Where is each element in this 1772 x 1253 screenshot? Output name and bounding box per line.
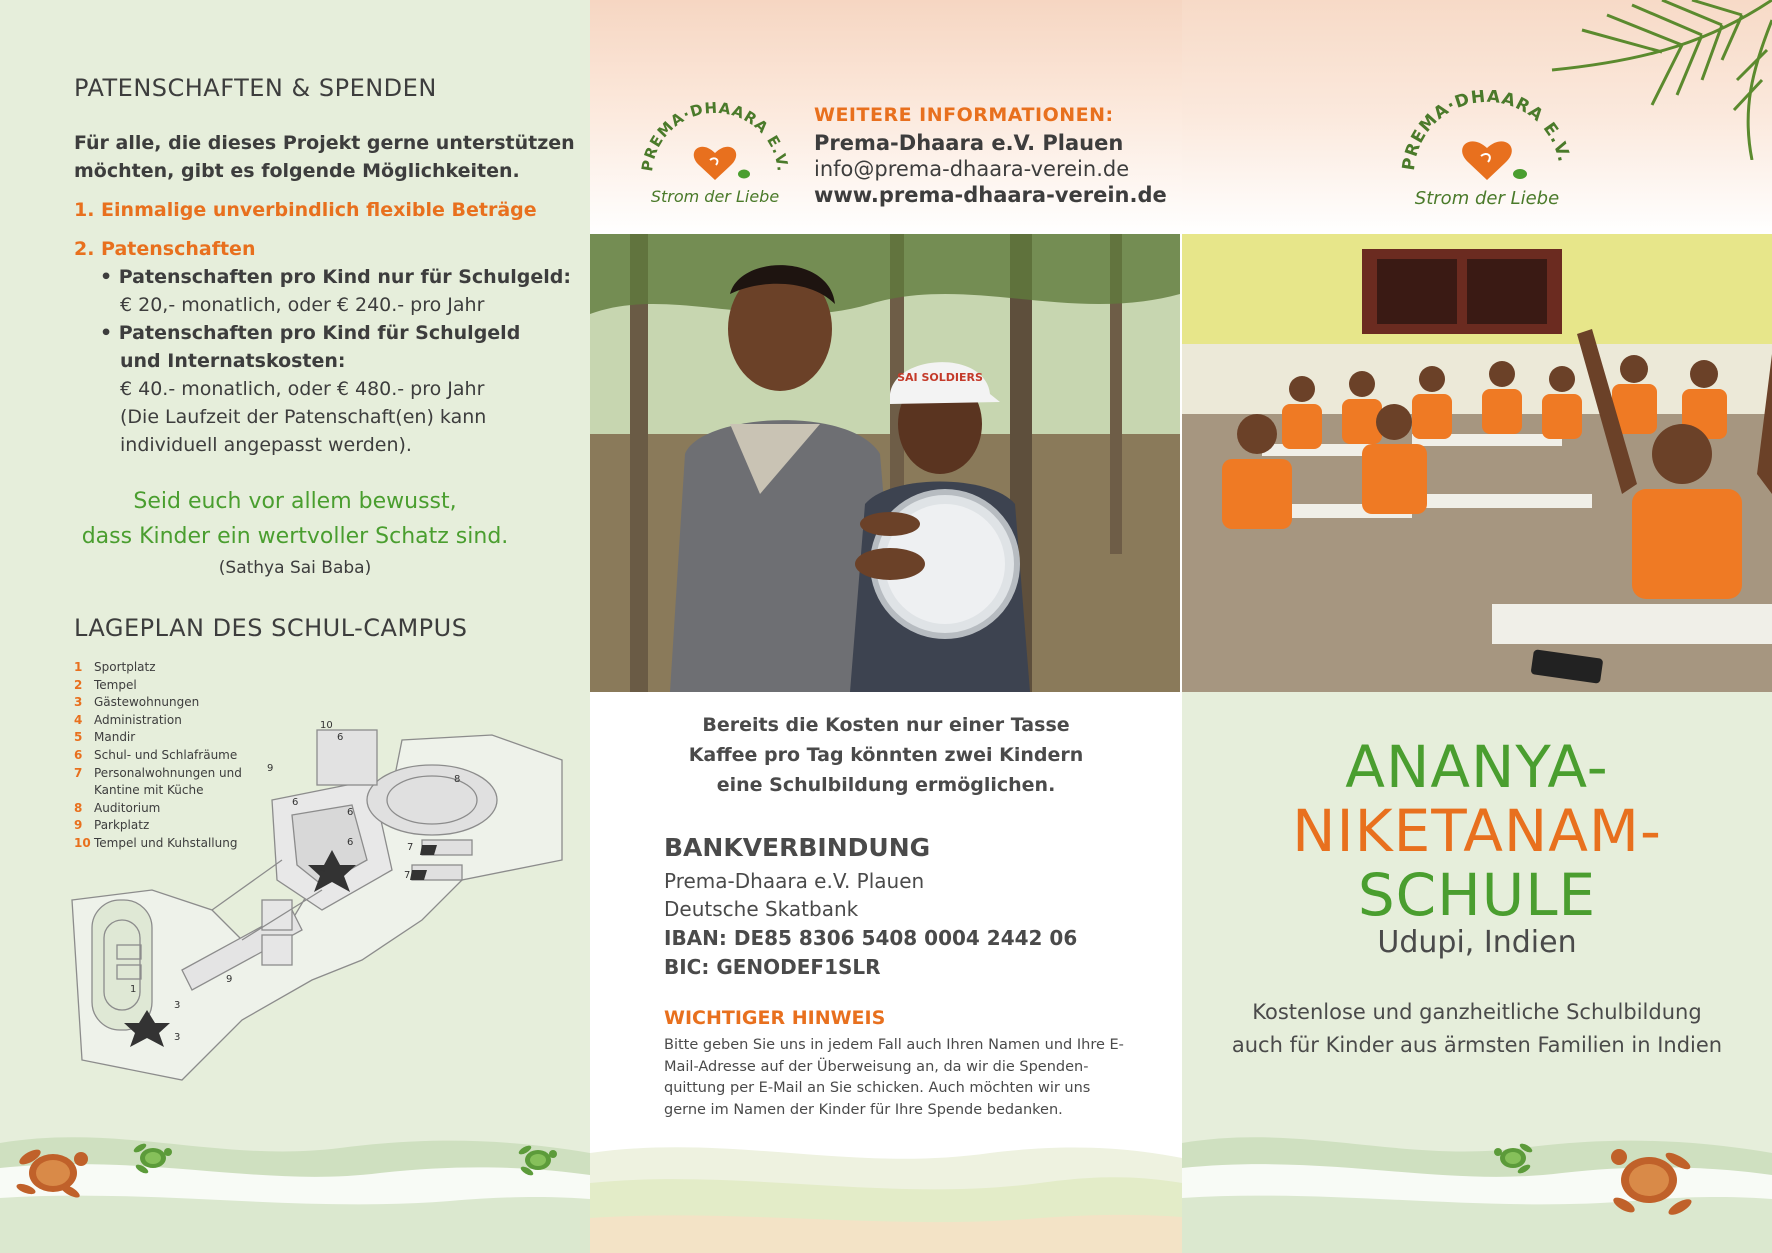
plan-legend-item [74, 677, 242, 695]
turtle-green-icon [128, 1138, 178, 1178]
left-panel [0, 0, 590, 1253]
logo-tagline: Strom der Liebe [1414, 188, 1560, 209]
watercolor-footer [590, 1113, 1182, 1253]
info-organization: Prema-Dhaara e.V. Plauen [814, 131, 1124, 155]
logo-arc-text: PREMA·DHAARA E.V. [1398, 90, 1574, 172]
bullet1-line1: • Patenschaften pro Kind nur für Schulgeld: [100, 266, 571, 288]
map-label: 9 [226, 974, 233, 985]
bullet2-line5: individuell angepasst werden). [120, 434, 412, 456]
plan-legend-number: 4 [74, 712, 83, 727]
info-heading: WEITERE INFORMATIONEN: [814, 104, 1114, 126]
plan-legend-label: Tempel [94, 677, 137, 692]
hint-heading: WICHTIGER HINWEIS [664, 1007, 886, 1029]
info-website-link[interactable]: www.prema-dhaara-verein.de [814, 183, 1167, 207]
map-label: 7 [407, 842, 414, 853]
plan-legend-label: Tempel und Kuhstallung [94, 835, 238, 850]
bank-bic: BIC: GENODEF1SLR [664, 955, 881, 979]
map-label: 6 [347, 807, 354, 818]
coffee-line-3: eine Schulbildung ermöglichen. [716, 774, 1056, 796]
map-label: 6 [292, 797, 299, 808]
plan-legend-item [74, 694, 242, 712]
plan-legend-label: Personalwohnungen und [94, 765, 242, 780]
plan-legend-number: 8 [74, 800, 83, 815]
map-label: 10 [320, 720, 333, 731]
turtle-green-icon [1488, 1138, 1538, 1178]
photo-classroom [1182, 234, 1772, 692]
plan-legend-label: Kantine mit Küche [94, 783, 204, 798]
bullet1-line2: € 20,- monatlich, oder € 240.- pro Jahr [120, 294, 485, 316]
middle-panel [590, 0, 1182, 1253]
bank-name: Deutsche Skatbank [664, 897, 859, 921]
turtle-orange-icon [8, 1135, 98, 1205]
plan-legend-label: Sportplatz [94, 660, 156, 674]
plan-legend-label: Parkplatz [94, 818, 150, 833]
description-line-2: auch für Kinder aus ärmsten Familien in Indien [1231, 1033, 1723, 1057]
map-label: 9 [267, 763, 274, 774]
map-label: 4 [320, 864, 327, 875]
plan-legend-number: 6 [74, 747, 83, 762]
title-line-2: NIKETANAM- [1292, 797, 1662, 865]
coffee-line-2: Kaffee pro Tag könnten zwei Kindern [688, 744, 1084, 766]
plan-legend-number: 9 [74, 818, 83, 833]
right-panel [1182, 0, 1772, 1253]
coffee-line-1: Bereits die Kosten nur einer Tasse [702, 714, 1070, 736]
turtle-orange-icon [1594, 1135, 1704, 1225]
title-line-3: SCHULE [1357, 861, 1597, 929]
logo-tagline: Strom der Liebe [650, 187, 780, 206]
option-one: 1. Einmalige unverbindlich flexible Beträge [74, 199, 537, 221]
map-label: 6 [337, 732, 344, 743]
hint-text: Bitte geben Sie uns in jedem Fall auch Ihren Namen und Ihre E-Mail-Adresse auf der Überweisung an, da wir die Spenden-quittung per E-Mail an Sie schicken. Auch möchten wir uns gerne im Namen der Kinder für Ihre Spende bedanken. [664, 1037, 1124, 1118]
photo-boys-tambourine [590, 234, 1180, 692]
map-label: 8 [454, 774, 461, 785]
prema-dhaara-logo [630, 98, 800, 208]
quote-line-1: Seid euch vor allem bewusst, [133, 489, 457, 514]
location-subtitle: Udupi, Indien [1377, 925, 1577, 960]
map-label: 3 [174, 1000, 181, 1011]
logo-graphic [1392, 90, 1582, 210]
bank-org: Prema-Dhaara e.V. Plauen [664, 869, 925, 893]
logo-graphic [630, 98, 800, 208]
plan-legend-number: 10 [74, 835, 91, 850]
photo-graphic [590, 234, 1180, 692]
plan-legend-label: Administration [94, 712, 182, 727]
cap-text: SAI SOLDIERS [897, 371, 983, 384]
bullet2-line3: € 40.- monatlich, oder € 480.- pro Jahr [120, 378, 485, 400]
bullet2-line1: • Patenschaften pro Kind für Schulgeld [100, 322, 521, 344]
prema-dhaara-logo [1392, 90, 1582, 210]
quote-author: (Sathya Sai Baba) [218, 558, 372, 578]
plan-legend-number: 2 [74, 677, 83, 692]
map-label: 7 [404, 870, 411, 881]
map-label: 6 [347, 837, 354, 848]
intro-line-2: möchten, gibt es folgende Möglichkeiten. [74, 160, 520, 182]
plan-legend-number: 5 [74, 730, 83, 745]
intro-line-1: Für alle, die dieses Projekt gerne unterstützen [74, 132, 575, 154]
bullet2-line4: (Die Laufzeit der Patenschaft(en) kann [120, 406, 487, 428]
campus-plan-heading: LAGEPLAN DES SCHUL-CAMPUS [74, 614, 468, 642]
logo-arc-text: PREMA·DHAARA E.V. [638, 98, 792, 173]
plan-legend-label: Schul- und Schlafräume [94, 747, 238, 762]
plan-legend-number: 7 [74, 765, 83, 780]
option-two: 2. Patenschaften [74, 238, 256, 260]
plan-legend-label: Mandir [94, 730, 136, 745]
sponsorship-heading: PATENSCHAFTEN & SPENDEN [74, 74, 437, 102]
quote [0, 484, 590, 582]
quote-line-2: dass Kinder ein wertvoller Schatz sind. [81, 524, 509, 549]
map-label: 1 [130, 984, 137, 995]
plan-legend-label: Auditorium [94, 800, 161, 815]
bank-iban: IBAN: DE85 8306 5408 0004 2442 06 [664, 926, 1078, 950]
plan-legend-label: Gästewohnungen [94, 695, 200, 710]
classroom-graphic [1182, 234, 1772, 692]
campus-map [62, 720, 572, 1100]
map-label: 3 [174, 1032, 181, 1043]
turtle-green-icon [513, 1140, 563, 1180]
description-line-1: Kostenlose und ganzheitliche Schulbildung [1252, 1000, 1702, 1024]
plan-legend-item [74, 659, 242, 677]
bullet2-line2: und Internatskosten: [120, 350, 346, 372]
plan-legend-number: 3 [74, 695, 83, 710]
plan-legend-number: 1 [74, 660, 83, 674]
bank-heading: BANKVERBINDUNG [664, 833, 931, 862]
title-line-1: ANANYA- [1345, 733, 1609, 801]
info-email-link[interactable]: info@prema-dhaara-verein.de [814, 157, 1130, 181]
